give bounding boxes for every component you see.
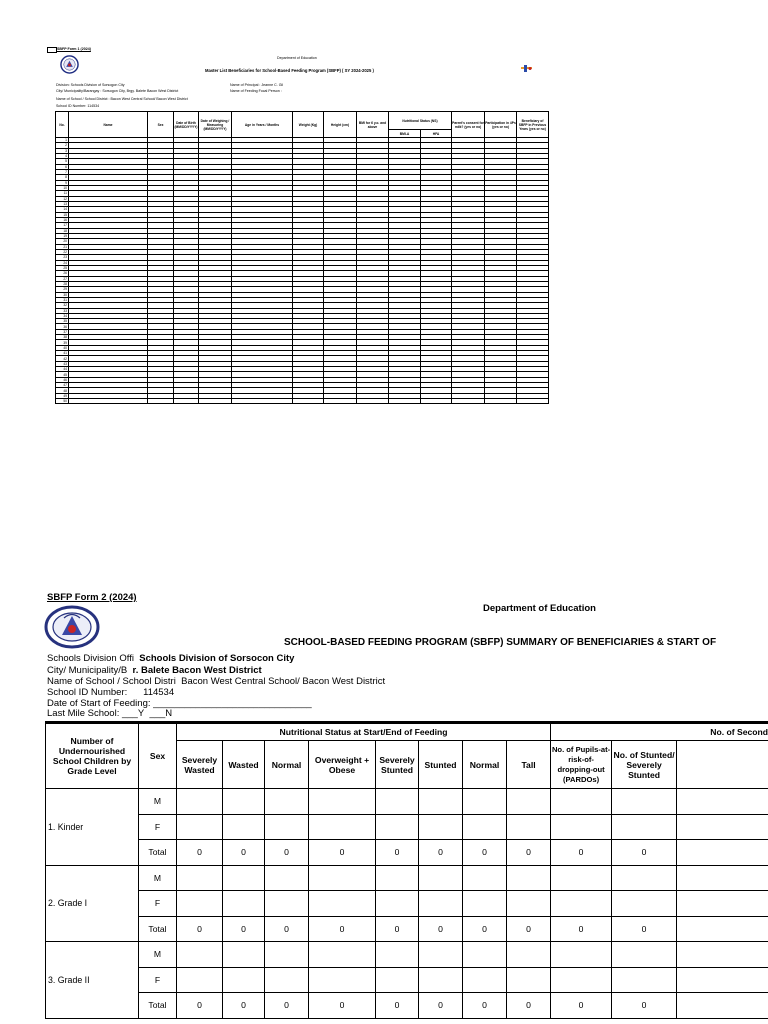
- sex-label: F: [139, 814, 177, 840]
- input-cell[interactable]: [419, 789, 463, 815]
- col-bmia: BMI-A: [389, 130, 421, 138]
- school-label: Name of School / School Distri: [47, 676, 176, 687]
- start-feeding-label: Date of Start of Feeding:: [47, 698, 151, 709]
- input-cell[interactable]: [309, 942, 376, 968]
- grade-level-label: 3. Grade II: [46, 942, 139, 1019]
- sex-label: M: [139, 789, 177, 815]
- total-cell: 0: [551, 916, 612, 942]
- total-cell: 0: [177, 993, 223, 1019]
- row-number: 41: [56, 351, 69, 356]
- row-number: 11: [56, 191, 69, 196]
- row-number: 31: [56, 297, 69, 302]
- total-cell: 0: [177, 840, 223, 866]
- last-mile-no[interactable]: ___N: [149, 708, 173, 719]
- total-cell: 0: [309, 916, 376, 942]
- deped-seal-icon: [60, 55, 79, 74]
- row-number: 45: [56, 372, 69, 377]
- row-number: 12: [56, 196, 69, 201]
- header-blank: [677, 741, 768, 789]
- table-row: [46, 789, 768, 815]
- input-cell[interactable]: [612, 942, 677, 968]
- header-nutritional-status: Nutritional Status at Start/End of Feeding: [177, 723, 551, 741]
- form1-masterlist-table: [55, 111, 549, 404]
- row-number: 42: [56, 356, 69, 361]
- input-cell[interactable]: [463, 814, 507, 840]
- form2-school-row: [47, 676, 385, 687]
- input-cell[interactable]: [419, 942, 463, 968]
- input-cell[interactable]: [177, 789, 223, 815]
- form1-principal: Name of Principal : Jeanne C. Gil: [230, 83, 284, 87]
- sex-label: Total: [139, 993, 177, 1019]
- input-cell[interactable]: [677, 789, 768, 815]
- input-cell[interactable]: [376, 789, 419, 815]
- row-number: 44: [56, 367, 69, 372]
- row-number: 48: [56, 388, 69, 393]
- input-cell[interactable]: [507, 891, 551, 917]
- header-pardos: No. of Pupils-at-risk-of-dropping-out (PARDOs): [551, 741, 612, 789]
- input-cell[interactable]: [376, 891, 419, 917]
- input-cell[interactable]: [223, 891, 265, 917]
- input-cell[interactable]: [223, 967, 265, 993]
- col-weighing-date: Date of Weighing / Measuring (MM/DD/YYYY): [199, 112, 232, 138]
- form2-department: Department of Education: [483, 603, 596, 614]
- input-cell[interactable]: [551, 865, 612, 891]
- header-number-of-children: Number of Undernourished School Children by Grade Level: [46, 723, 139, 789]
- header-overweight-obese: Overweight + Obese: [309, 741, 376, 789]
- secondary-logo-icon: [520, 64, 534, 73]
- input-cell[interactable]: [309, 814, 376, 840]
- input-cell[interactable]: [309, 789, 376, 815]
- sex-label: F: [139, 891, 177, 917]
- row-number: 9: [56, 180, 69, 185]
- header-severely-wasted: Severely Wasted: [177, 741, 223, 789]
- total-cell: 0: [419, 840, 463, 866]
- form1-title: Master List Beneficiaries for School-Based Feeding Program (SBFP) ( SY 2024-2025 ): [205, 68, 374, 73]
- row-number: 34: [56, 313, 69, 318]
- row-number: 27: [56, 276, 69, 281]
- row-number: 26: [56, 271, 69, 276]
- form2-label: SBFP Form 2 (2024): [47, 592, 137, 603]
- table-row: [46, 993, 768, 1019]
- school-id-value: 114534: [143, 687, 175, 698]
- table-row: [46, 891, 768, 917]
- row-number: 47: [56, 383, 69, 388]
- input-cell[interactable]: [677, 891, 768, 917]
- input-cell[interactable]: [507, 942, 551, 968]
- school-value: Bacon West Central School/ Bacon West District: [181, 676, 386, 687]
- form1-city: City/ Municipality/Barangay : Sorsogon City, Brgy. Balete Bacon West District: [56, 89, 179, 93]
- input-cell[interactable]: [177, 967, 223, 993]
- sex-label: M: [139, 942, 177, 968]
- col-4ps: Participation in 4Ps (yes or no): [485, 112, 517, 138]
- header-normal: Normal: [265, 741, 309, 789]
- input-cell[interactable]: [507, 865, 551, 891]
- total-cell: 0: [265, 840, 309, 866]
- input-cell[interactable]: [677, 840, 768, 866]
- header-sex: Sex: [139, 723, 177, 789]
- input-cell[interactable]: [551, 967, 612, 993]
- total-cell: 0: [376, 916, 419, 942]
- row-number: 18: [56, 228, 69, 233]
- row-number: 36: [56, 324, 69, 329]
- total-cell: 0: [507, 840, 551, 866]
- input-cell[interactable]: [677, 865, 768, 891]
- table-cell[interactable]: [421, 399, 452, 404]
- last-mile-yes[interactable]: ___Y: [121, 708, 145, 719]
- table-cell[interactable]: [69, 399, 148, 404]
- sex-label: F: [139, 967, 177, 993]
- table-cell[interactable]: [293, 399, 324, 404]
- col-previous-beneficiary: Beneficiary of SBFP in Previous Years (yes or no): [517, 112, 549, 138]
- input-cell[interactable]: [177, 814, 223, 840]
- row-number: 50: [56, 399, 69, 404]
- total-cell: 0: [376, 840, 419, 866]
- col-age: Age in Years / Months: [232, 112, 293, 138]
- form2-city-row: [47, 665, 262, 676]
- col-consent: Parent's consent for milk? (yes or no): [452, 112, 485, 138]
- input-cell[interactable]: [551, 891, 612, 917]
- header-tall: Tall: [507, 741, 551, 789]
- input-cell[interactable]: [677, 916, 768, 942]
- table-cell[interactable]: [357, 399, 389, 404]
- input-cell[interactable]: [223, 865, 265, 891]
- start-feeding-blank[interactable]: ______________________________: [153, 698, 312, 709]
- table-row: [46, 967, 768, 993]
- grade-level-label: 2. Grade I: [46, 865, 139, 942]
- row-number: 32: [56, 303, 69, 308]
- form2-school-id-row: [47, 687, 174, 698]
- input-cell[interactable]: [223, 942, 265, 968]
- input-cell[interactable]: [376, 967, 419, 993]
- input-cell[interactable]: [419, 814, 463, 840]
- input-cell[interactable]: [419, 865, 463, 891]
- sex-label: Total: [139, 916, 177, 942]
- input-cell[interactable]: [677, 993, 768, 1019]
- table-row: [46, 814, 768, 840]
- table-cell[interactable]: [485, 399, 517, 404]
- header-stunted: Stunted: [419, 741, 463, 789]
- input-cell[interactable]: [177, 891, 223, 917]
- col-weight: Weight (Kg): [293, 112, 324, 138]
- total-cell: 0: [507, 916, 551, 942]
- row-number: 39: [56, 340, 69, 345]
- total-cell: 0: [463, 916, 507, 942]
- form1-school-name: Name of School / School District : Bacon West Central School/ Bacon West District: [56, 97, 188, 101]
- input-cell[interactable]: [309, 967, 376, 993]
- input-cell[interactable]: [265, 789, 309, 815]
- row-number: 35: [56, 319, 69, 324]
- col-sex: Sex: [148, 112, 174, 138]
- input-cell[interactable]: [265, 942, 309, 968]
- input-cell[interactable]: [265, 814, 309, 840]
- input-cell[interactable]: [551, 789, 612, 815]
- grade-level-label: 1. Kinder: [46, 789, 139, 866]
- row-number: 1: [56, 138, 69, 143]
- input-cell[interactable]: [463, 789, 507, 815]
- row-number: 46: [56, 377, 69, 382]
- input-cell[interactable]: [463, 891, 507, 917]
- total-cell: 0: [507, 993, 551, 1019]
- row-number: 17: [56, 223, 69, 228]
- row-number: 24: [56, 260, 69, 265]
- row-number: 3: [56, 148, 69, 153]
- input-cell[interactable]: [223, 814, 265, 840]
- total-cell: 0: [419, 916, 463, 942]
- input-cell[interactable]: [677, 942, 768, 968]
- table-cell[interactable]: [324, 399, 357, 404]
- total-cell: 0: [223, 916, 265, 942]
- total-cell: 0: [419, 993, 463, 1019]
- table-row: [46, 916, 768, 942]
- table-row: [46, 942, 768, 968]
- row-number: 5: [56, 159, 69, 164]
- form1-focal-person: Name of Feeding Focal Person :: [230, 89, 282, 93]
- input-cell[interactable]: [677, 814, 768, 840]
- col-birth: Date of Birth (MM/DD/YYYY): [174, 112, 199, 138]
- form1-school-id: School ID Number: 114534: [56, 104, 100, 108]
- row-number: 7: [56, 169, 69, 174]
- input-cell[interactable]: [463, 967, 507, 993]
- table-row: [46, 865, 768, 891]
- row-number: 8: [56, 175, 69, 180]
- row-number: 16: [56, 217, 69, 222]
- row-number: 40: [56, 345, 69, 350]
- table-cell[interactable]: [174, 399, 199, 404]
- input-cell[interactable]: [612, 814, 677, 840]
- form2-title: SCHOOL-BASED FEEDING PROGRAM (SBFP) SUMMARY OF BENEFICIARIES & START OF: [284, 637, 717, 648]
- form1-label-box: [47, 47, 57, 53]
- header-severely-stunted: Severely Stunted: [376, 741, 419, 789]
- row-number: 21: [56, 244, 69, 249]
- row-number: 29: [56, 287, 69, 292]
- input-cell[interactable]: [419, 891, 463, 917]
- total-cell: 0: [265, 916, 309, 942]
- input-cell[interactable]: [507, 789, 551, 815]
- sex-label: Total: [139, 840, 177, 866]
- input-cell[interactable]: [677, 967, 768, 993]
- table-cell[interactable]: [517, 399, 549, 404]
- sex-label: M: [139, 865, 177, 891]
- input-cell[interactable]: [612, 967, 677, 993]
- total-cell: 0: [265, 993, 309, 1019]
- last-mile-label: Last Mile School:: [47, 708, 120, 719]
- table-cell[interactable]: [232, 399, 293, 404]
- input-cell[interactable]: [177, 942, 223, 968]
- city-value: r. Balete Bacon West District: [132, 665, 262, 676]
- form1-department: Department of Education: [277, 56, 317, 60]
- division-label: Schools Division Offi: [47, 653, 134, 664]
- total-cell: 0: [223, 993, 265, 1019]
- input-cell[interactable]: [507, 814, 551, 840]
- row-number: 33: [56, 308, 69, 313]
- form1-division: Division: Schools Division of Sorsogon City: [56, 83, 125, 87]
- row-number: 37: [56, 329, 69, 334]
- total-cell: 0: [551, 993, 612, 1019]
- input-cell[interactable]: [309, 891, 376, 917]
- row-number: 23: [56, 255, 69, 260]
- form2-last-mile-row: [47, 708, 172, 719]
- input-cell[interactable]: [612, 891, 677, 917]
- header-normal-height: Normal: [463, 741, 507, 789]
- row-number: 2: [56, 143, 69, 148]
- row-number: 30: [56, 292, 69, 297]
- header-secondary-spacer: [551, 723, 612, 741]
- total-cell: 0: [309, 840, 376, 866]
- input-cell[interactable]: [376, 942, 419, 968]
- input-cell[interactable]: [223, 789, 265, 815]
- col-height: Height (cm): [324, 112, 357, 138]
- input-cell[interactable]: [612, 789, 677, 815]
- row-number: 4: [56, 153, 69, 158]
- total-cell: 0: [177, 916, 223, 942]
- row-number: 25: [56, 265, 69, 270]
- total-cell: 0: [463, 993, 507, 1019]
- city-label: City/ Municipality/B: [47, 665, 128, 676]
- input-cell[interactable]: [551, 814, 612, 840]
- total-cell: 0: [309, 993, 376, 1019]
- input-cell[interactable]: [612, 865, 677, 891]
- table-cell[interactable]: [148, 399, 174, 404]
- table-row: [56, 399, 549, 404]
- header-stunted-severely-stunted: No. of Stunted/ Severely Stunted: [612, 741, 677, 789]
- school-id-label: School ID Number:: [47, 687, 128, 698]
- table-cell[interactable]: [199, 399, 232, 404]
- division-value: Schools Division of Sorsocon City: [139, 653, 295, 664]
- input-cell[interactable]: [177, 865, 223, 891]
- table-cell[interactable]: [452, 399, 485, 404]
- total-cell: 0: [463, 840, 507, 866]
- input-cell[interactable]: [551, 942, 612, 968]
- row-number: 6: [56, 164, 69, 169]
- total-cell: 0: [612, 840, 677, 866]
- total-cell: 0: [612, 916, 677, 942]
- header-secondary-group: No. of Second: [612, 723, 768, 741]
- total-cell: 0: [223, 840, 265, 866]
- row-number: 10: [56, 185, 69, 190]
- form1-label: SBFP Form 1 (2024): [57, 47, 91, 51]
- row-number: 15: [56, 212, 69, 217]
- row-number: 20: [56, 239, 69, 244]
- col-no: No.: [56, 112, 69, 138]
- input-cell[interactable]: [265, 967, 309, 993]
- row-number: 38: [56, 335, 69, 340]
- col-name: Name: [69, 112, 148, 138]
- form2-summary-table: [45, 721, 768, 1019]
- input-cell[interactable]: [463, 942, 507, 968]
- input-cell[interactable]: [376, 865, 419, 891]
- row-number: 14: [56, 207, 69, 212]
- col-nutritional-status: Nutritional Status (NS): [389, 112, 452, 130]
- input-cell[interactable]: [376, 814, 419, 840]
- row-number: 49: [56, 393, 69, 398]
- row-number: 22: [56, 249, 69, 254]
- input-cell[interactable]: [265, 865, 309, 891]
- table-cell[interactable]: [389, 399, 421, 404]
- input-cell[interactable]: [265, 891, 309, 917]
- col-hfa: HFA: [421, 130, 452, 138]
- form2-division-row: [47, 653, 294, 664]
- row-number: 28: [56, 281, 69, 286]
- row-number: 13: [56, 201, 69, 206]
- total-cell: 0: [376, 993, 419, 1019]
- deped-seal-large-icon: [44, 605, 100, 649]
- total-cell: 0: [612, 993, 677, 1019]
- input-cell[interactable]: [419, 967, 463, 993]
- input-cell[interactable]: [463, 865, 507, 891]
- input-cell[interactable]: [507, 967, 551, 993]
- header-wasted: Wasted: [223, 741, 265, 789]
- total-cell: 0: [551, 840, 612, 866]
- row-number: 19: [56, 233, 69, 238]
- col-bmi: BMI for 6 y.o. and above: [357, 112, 389, 138]
- input-cell[interactable]: [309, 865, 376, 891]
- row-number: 43: [56, 361, 69, 366]
- table-row: [46, 840, 768, 866]
